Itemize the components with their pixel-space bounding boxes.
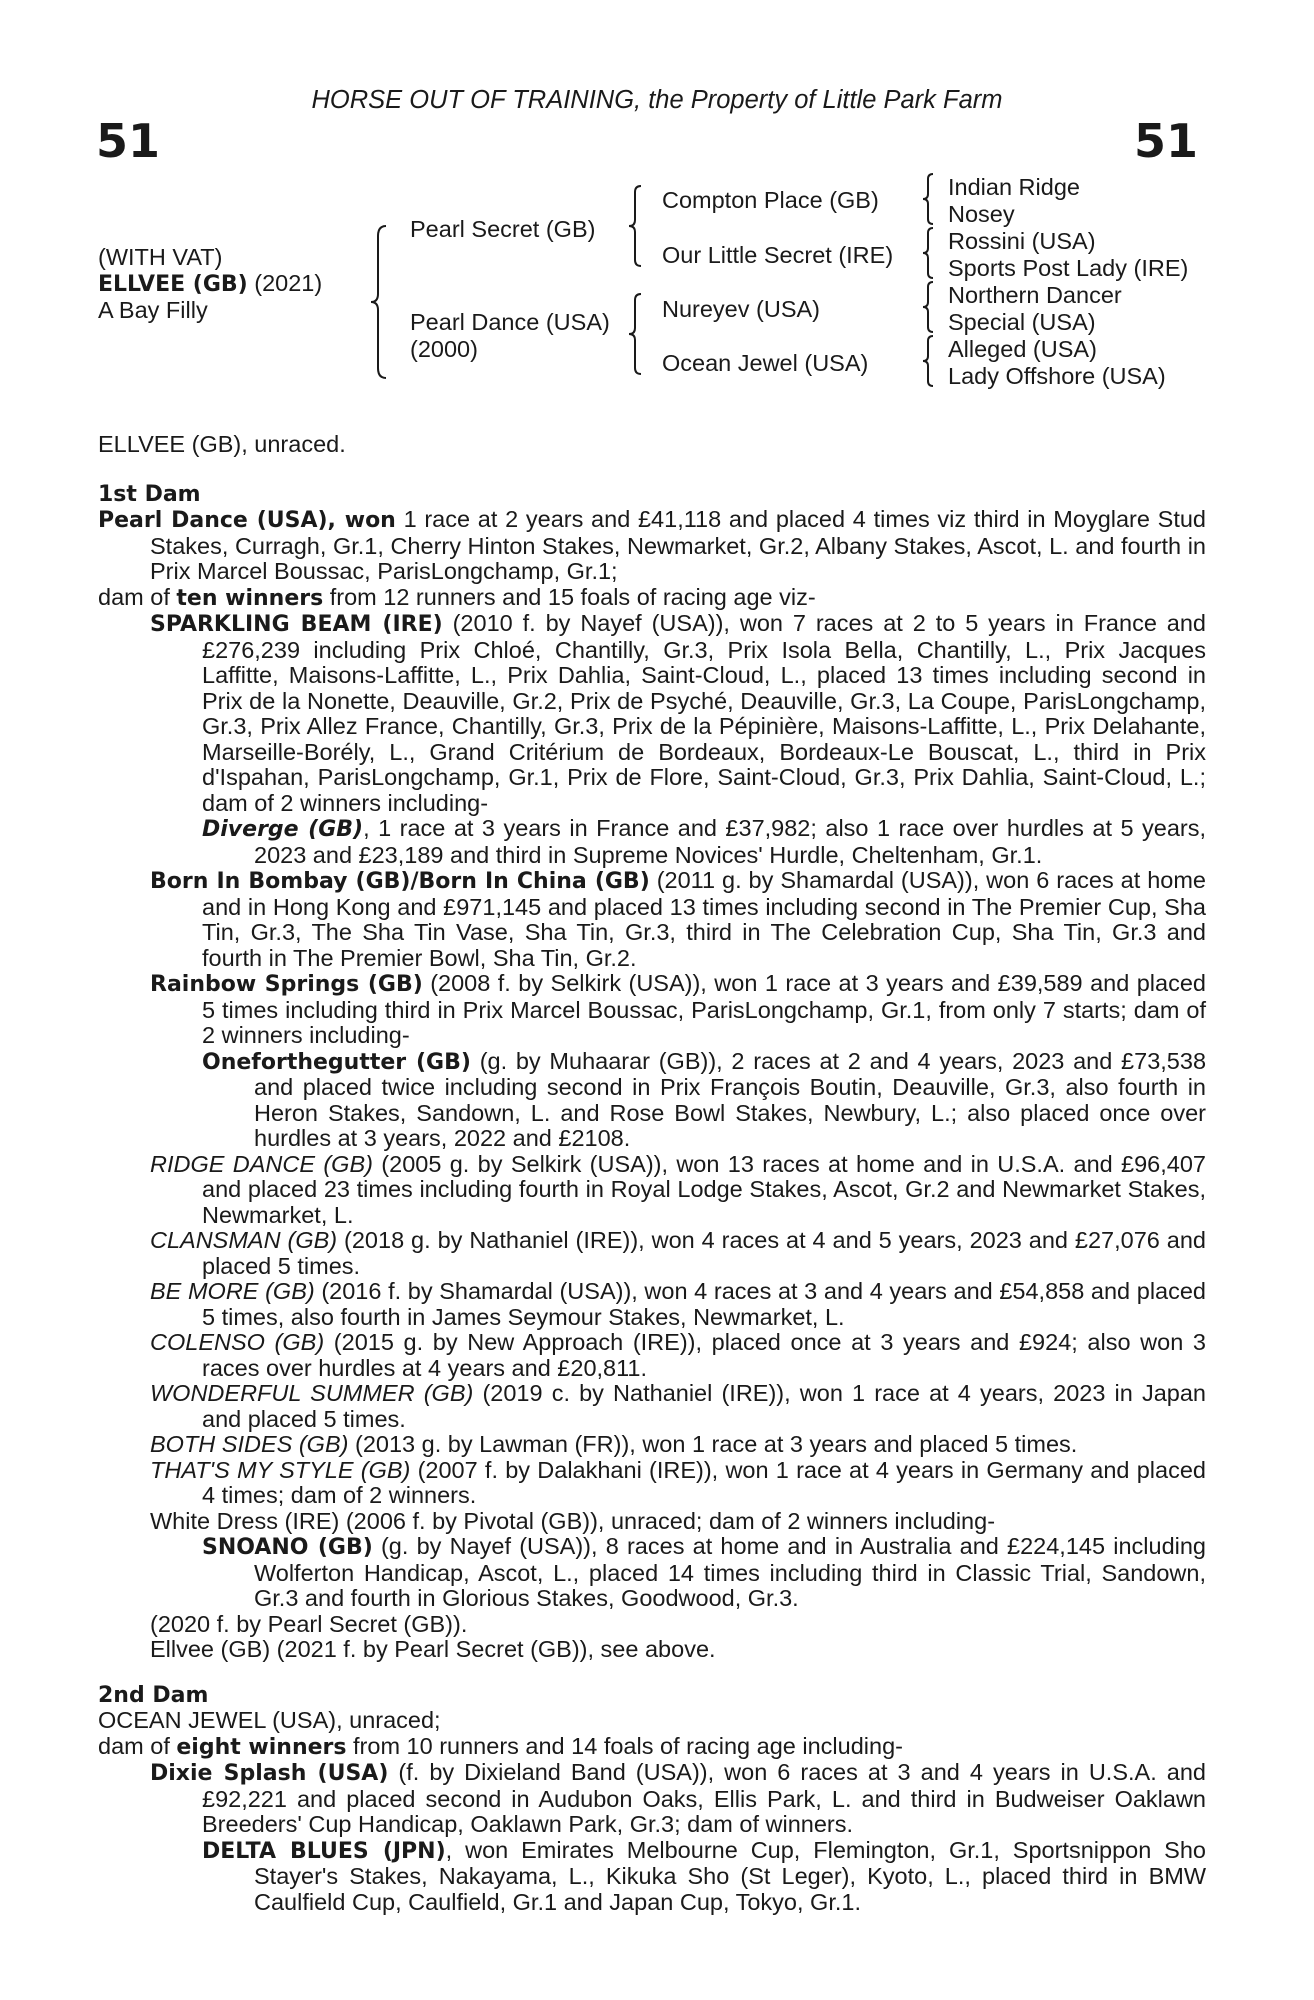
ggen-7: Alleged (USA) <box>948 336 1097 362</box>
produce-sparkling-beam: SPARKLING BEAM (IRE) (2010 f. by Nayef (USA)), won 7 races at 2 to 5 years in France and £276,239 including Prix Chloé, Chantilly, Gr.3, Prix Isola Bella, Chantilly, L., Prix Jacques Laffitte, Maisons-Laffitte, L., Prix Dahlia, Saint-Cloud, L., placed 13 times including second in Prix de la Nonette, Deauville, Gr.2, Prix de Psyché, Deauville, Gr.3, La Coupe, ParisLongchamp, Gr.3, Prix Allez France, Chantilly, Gr.3, Prix de la Pépinière, Maisons-Laffitte, L., Prix Delahante, Marseille-Borély, L., Grand Critérium de Bordeaux, Bordeaux-Le Bouscat, L., third in Prix d'Ispahan, ParisLongchamp, Gr.1, Prix de Flore, Saint-Cloud, Gr.3, Prix Dahlia, Saint-Cloud, L.; dam of 2 winners including- <box>150 610 1207 816</box>
produce-white-dress: White Dress (IRE) (2006 f. by Pivotal (GB)), unraced; dam of 2 winners including- <box>150 1507 996 1534</box>
ggen-5: Northern Dancer <box>948 282 1122 308</box>
dam-year: (2000) <box>410 336 478 362</box>
ggen-4: Sports Post Lady (IRE) <box>948 255 1189 281</box>
gg-brace-2 <box>920 226 936 280</box>
produce-diverge: Diverge (GB), 1 race at 3 years in France and £37,982; also 1 race over hurdles at 5 years, 2023 and £23,189 and third in Supreme Novices' Hurdle, Cheltenham, Gr.1. <box>202 815 1206 868</box>
intro-line: ELLVEE (GB), unraced. <box>98 431 346 457</box>
first-dam-name: Pearl Dance (USA), won <box>98 508 396 533</box>
second-dam-heading: 2nd Dam <box>98 1682 209 1708</box>
subject-vat: (WITH VAT) <box>98 244 223 270</box>
produce-ridge-dance: RIDGE DANCE (GB) (2005 g. by Selkirk (USA)), won 13 races at home and in U.S.A. and £96,407 and placed 23 times including fourth in Royal Lodge Stakes, Ascot, Gr.2 and Newmarket Stakes, Newmarket, L. <box>150 1150 1206 1228</box>
produce-delta-blues: DELTA BLUES (JPN), won Emirates Melbourne Cup, Flemington, Gr.1, Sportsnippon Sho Stayer's Stakes, Nakayama, L., Kikuka Sho (St Leger), Kyoto, L., placed third in BMW Caulfield Cup, Caulfield, Gr.1 and Japan Cup, Tokyo, Gr.1. <box>202 1836 1206 1915</box>
produce-dixie-splash: Dixie Splash (USA) (f. by Dixieland Band (USA)), won 6 races at 3 and 4 years in U.S.A. and £92,221 and placed second in Audubon Oaks, Ellis Park, L. and third in Budweiser Oaklawn Breeders' Cup Handicap, Oaklawn Park, Gr.3; dam of winners. <box>150 1759 1206 1837</box>
second-dam-record: OCEAN JEWEL (USA), unraced; <box>98 1707 441 1733</box>
produce-rainbow-springs: Rainbow Springs (GB) (2008 f. by Selkirk (USA)), won 1 race at 3 years and £39,589 and placed 5 times including third in Prix Marcel Boussac, ParisLongchamp, Gr.1, from only 7 starts; dam of 2 winners including- <box>150 970 1206 1048</box>
dam-dam: Ocean Jewel (USA) <box>662 350 869 376</box>
gg-brace-1 <box>920 172 936 226</box>
subject-brace <box>368 224 390 380</box>
produce-snoano: SNOANO (GB) (g. by Nayef (USA)), 8 races at home and in Australia and £224,145 including Wolferton Handicap, Ascot, L., placed 14 times including third in Classic Trial, Sandown, Gr.3 and fourth in Glorious Stakes, Goodwood, Gr.3. <box>202 1533 1207 1611</box>
lot-number-right: 51 <box>1133 114 1198 168</box>
ggen-8: Lady Offshore (USA) <box>948 363 1166 389</box>
dam-sire: Nureyev (USA) <box>662 296 821 322</box>
produce-clansman: CLANSMAN (GB) (2018 g. by Nathaniel (IRE)), won 4 races at 4 and 5 years, 2023 and £27,076 and placed 5 times. <box>150 1227 1206 1279</box>
dam: Pearl Dance (USA) <box>410 309 610 335</box>
produce-be-more: BE MORE (GB) (2016 f. by Shamardal (USA)), won 4 races at 3 and 4 years and £54,858 and placed 5 times, also fourth in James Seymour Stakes, Newmarket, L. <box>150 1278 1206 1330</box>
subject-name-line <box>98 270 322 298</box>
produce-oneforthegutter: Oneforthegutter (GB) (g. by Muhaarar (GB)), 2 races at 2 and 4 years, 2023 and £73,538 and placed twice including second in Prix François Boutin, Deauville, Gr.3, also fourth in Heron Stakes, Sandown, L. and Rose Bowl Stakes, Newbury, L.; also placed once over hurdles at 3 years, 2022 and £2108. <box>202 1047 1207 1151</box>
sire-sire: Compton Place (GB) <box>662 187 879 213</box>
first-dam-heading: 1st Dam <box>98 481 201 507</box>
catalogue-body <box>98 432 1206 1915</box>
lot-number-left: 51 <box>96 114 161 168</box>
second-dam-produce-summary: dam of eight winners from 10 runners and 14 foals of racing age including- <box>98 1732 903 1760</box>
sire-dam: Our Little Secret (IRE) <box>662 242 894 268</box>
sire-brace <box>626 184 644 268</box>
first-dam-produce-summary: dam of ten winners from 12 runners and 15 foals of racing age viz- <box>98 583 816 611</box>
subject-description: A Bay Filly <box>98 297 208 323</box>
produce-wonderful-summer: WONDERFUL SUMMER (GB) (2019 c. by Nathaniel (IRE)), won 1 race at 4 years, 2023 in Japan and placed 5 times. <box>150 1380 1206 1432</box>
produce-thats-my-style: THAT'S MY STYLE (GB) (2007 f. by Dalakhani (IRE)), won 1 race at 4 years in Germany and placed 4 times; dam of 2 winners. <box>150 1456 1206 1508</box>
produce-both-sides: BOTH SIDES (GB) (2013 g. by Lawman (FR)), won 1 race at 3 years and placed 5 times. <box>150 1431 1078 1457</box>
sire: Pearl Secret (GB) <box>410 216 596 242</box>
ggen-6: Special (USA) <box>948 309 1096 335</box>
first-dam-record: Pearl Dance (USA), won 1 race at 2 years and £41,118 and placed 4 times viz third in Moyglare Stud Stakes, Curragh, Gr.1, Cherry Hinton Stakes, Newmarket, Gr.2, Albany Stakes, Ascot, L. and fourth in Prix Marcel Boussac, ParisLongchamp, Gr.1; <box>98 506 1207 584</box>
produce-2020-filly: (2020 f. by Pearl Secret (GB)). <box>150 1610 468 1637</box>
produce-colenso: COLENSO (GB) (2015 g. by New Approach (IRE)), placed once at 3 years and £924; also won 3 races over hurdles at 4 years and £20,811. <box>150 1329 1206 1381</box>
ggen-1: Indian Ridge <box>948 174 1080 200</box>
gg-brace-3 <box>920 280 936 334</box>
ggen-3: Rossini (USA) <box>948 228 1096 254</box>
subject-name: ELLVEE (GB) <box>98 272 248 297</box>
page-title: HORSE OUT OF TRAINING, the Property of Little Park Farm <box>311 86 1003 114</box>
dam-brace <box>626 292 644 376</box>
ggen-2: Nosey <box>948 201 1015 227</box>
subject-year: (2021) <box>254 270 323 296</box>
gg-brace-4 <box>920 334 936 388</box>
produce-ellvee: Ellvee (GB) (2021 f. by Pearl Secret (GB)), see above. <box>150 1636 716 1662</box>
produce-born-in-bombay: Born In Bombay (GB)/Born In China (GB) (2011 g. by Shamardal (USA)), won 6 races at home and in Hong Kong and £971,145 and placed 13 times including second in The Premier Cup, Sha Tin, Gr.3, The Sha Tin Vase, Sha Tin, Gr.3, third in The Celebration Cup, Sha Tin, Gr.3 and fourth in The Premier Bowl, Sha Tin, Gr.2. <box>150 867 1206 971</box>
